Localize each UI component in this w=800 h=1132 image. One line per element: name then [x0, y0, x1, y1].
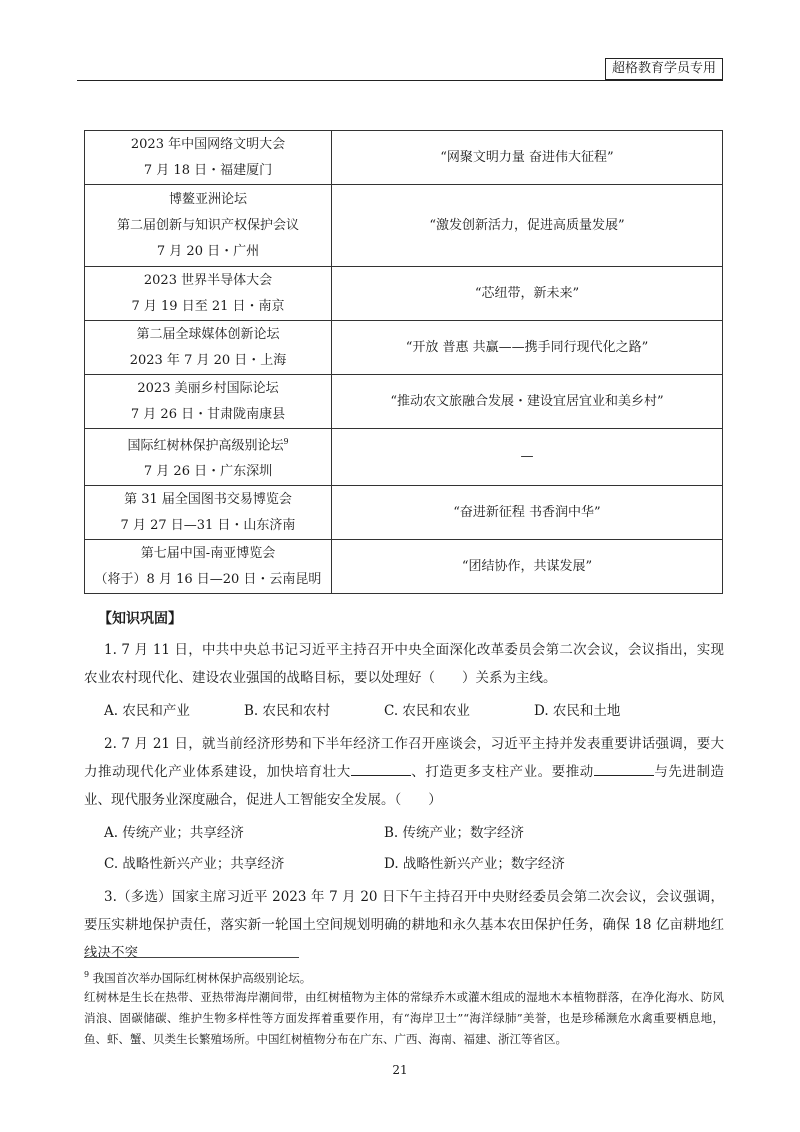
event-line: 博鳌亚洲论坛: [168, 191, 247, 207]
option-d: D. 农民和土地: [534, 703, 621, 719]
header-badge: 超格教育学员专用: [605, 58, 723, 80]
question-2-text-part: 、打造更多支柱产业。要推动: [410, 764, 594, 780]
event-name-cell: [85, 185, 332, 267]
table-row: [85, 131, 723, 185]
event-theme-cell: “激发创新活力，促进高质量发展”: [332, 185, 723, 267]
table-row: [85, 375, 723, 429]
question-2: [84, 730, 724, 814]
event-line: 7 月 26 日・广东深圳: [143, 464, 273, 480]
event-line: 7 月 18 日・福建厦门: [143, 162, 273, 178]
answer-blank: [351, 762, 411, 776]
question-1: 1. 7 月 11 日，中共中央总书记习近平主持召开中央全面深化改革委员会第二次会议，会议指出，实现农业农村现代化、建设农业强国的战略目标，要以处理好（ ）关系为主线。: [84, 642, 724, 686]
event-line: （将于）8 月 16 日—20 日・云南昆明: [94, 571, 322, 587]
event-line: 7 月 19 日至 21 日・南京: [131, 298, 285, 314]
footnote-marker: 9: [84, 970, 90, 979]
event-line: 第二届创新与知识产权保护会议: [116, 217, 299, 233]
event-title-text: 国际红树林保护高级别论坛: [127, 438, 284, 454]
event-line: 第 31 届全国图书交易博览会: [124, 491, 292, 507]
option-b: B. 传统产业；数字经济: [384, 825, 525, 841]
table-row: [85, 267, 723, 321]
option-a: A. 传统产业；共享经济: [104, 825, 244, 841]
event-name-cell: [85, 486, 332, 540]
events-table: [84, 130, 723, 594]
footnote-rule: [84, 957, 299, 958]
event-name-cell: [85, 321, 332, 375]
event-name-cell: [85, 267, 332, 321]
event-name-cell: [85, 540, 332, 594]
footnote-marker: 9: [283, 437, 289, 446]
event-name-cell: [85, 429, 332, 486]
event-line: 2023 年中国网络文明大会: [130, 136, 286, 152]
option-a: A. 农民和产业: [104, 703, 190, 719]
question-2-options-row-1: [104, 819, 724, 847]
event-theme-cell: —: [332, 429, 723, 486]
answer-blank: [594, 762, 654, 776]
event-name-cell: [85, 375, 332, 429]
question-2-text-part: 与先进制造业、现代服务业深度融合，促进人工智能安全发展。（ ）: [84, 764, 725, 808]
option-b: B. 农民和农村: [244, 703, 331, 719]
event-line: 第二届全球媒体创新论坛: [136, 326, 280, 342]
event-line: 2023 美丽乡村国际论坛: [137, 380, 279, 396]
event-line: 7 月 20 日・广州: [156, 243, 260, 259]
option-c: C. 战略性新兴产业；共享经济: [104, 856, 285, 872]
event-line: 7 月 26 日・甘肃陇南康县: [130, 406, 286, 422]
question-1-options: [104, 697, 724, 725]
option-c: C. 农民和农业: [384, 703, 470, 719]
section-title: 【知识巩固】: [98, 611, 182, 627]
event-name-cell: [85, 131, 332, 185]
header-rule: [77, 80, 723, 81]
event-line: 2023 年 7 月 20 日・上海: [129, 352, 287, 368]
table-row: [85, 540, 723, 594]
option-d: D. 战略性新兴产业；数字经济: [384, 856, 565, 872]
event-line: 2023 世界半导体大会: [143, 272, 273, 288]
question-2-text-part: 2. 7 月 21 日，就当前经济形势和下半年经济工作召开座谈会，习近平主持并发表重要讲话强调，要大力推动现代化产业体系建设，加快培育壮大: [84, 736, 724, 780]
page-number: 21: [392, 1063, 408, 1077]
event-theme-cell: “团结协作，共谋发展”: [332, 540, 723, 594]
event-line: [85, 429, 331, 459]
event-theme-cell: “推动农文旅融合发展・建设宜居宜业和美乡村”: [332, 375, 723, 429]
footnote-body: 红树林是生长在热带、亚热带海岸潮间带，由红树植物为主体的常绿乔木或灌木组成的湿地木本植物群落，在净化海水、防风消浪、固碳储碳、维护生物多样性等方面发挥着重要作用，有“海岸卫士”“海洋绿肺”美誉，也是珍稀濒危水禽重要栖息地，鱼、虾、蟹、贝类生长繁殖场所。中国红树植物分布在广东、广西、海南、福建、浙江等省区。: [84, 990, 724, 1046]
table-row: [85, 486, 723, 540]
footnote-line-1: [84, 964, 724, 989]
table-row: [85, 185, 723, 267]
table-row: [85, 429, 723, 486]
event-line: 第七届中国-南亚博览会: [140, 545, 276, 561]
event-theme-cell: “开放 普惠 共赢——携手同行现代化之路”: [332, 321, 723, 375]
event-theme-cell: “芯纽带，新未来”: [332, 267, 723, 321]
question-3: 3.（多选）国家主席习近平 2023 年 7 月 20 日下午主持召开中央财经委员会第二次会议，会议强调，要压实耕地保护责任，落实新一轮国土空间规划明确的耕地和永久基本农田保护任务，确保 18 亿亩耕地红线决不突: [84, 889, 724, 961]
event-theme-cell: “网聚文明力量 奋进伟大征程”: [332, 131, 723, 185]
question-2-options-row-2: [104, 850, 724, 878]
footnote-text: 我国首次举办国际红树林保护高级别论坛。: [92, 970, 312, 985]
table-row: [85, 321, 723, 375]
event-theme-cell: “奋进新征程 书香润中华”: [332, 486, 723, 540]
event-line: 7 月 27 日—31 日・山东济南: [120, 517, 296, 533]
